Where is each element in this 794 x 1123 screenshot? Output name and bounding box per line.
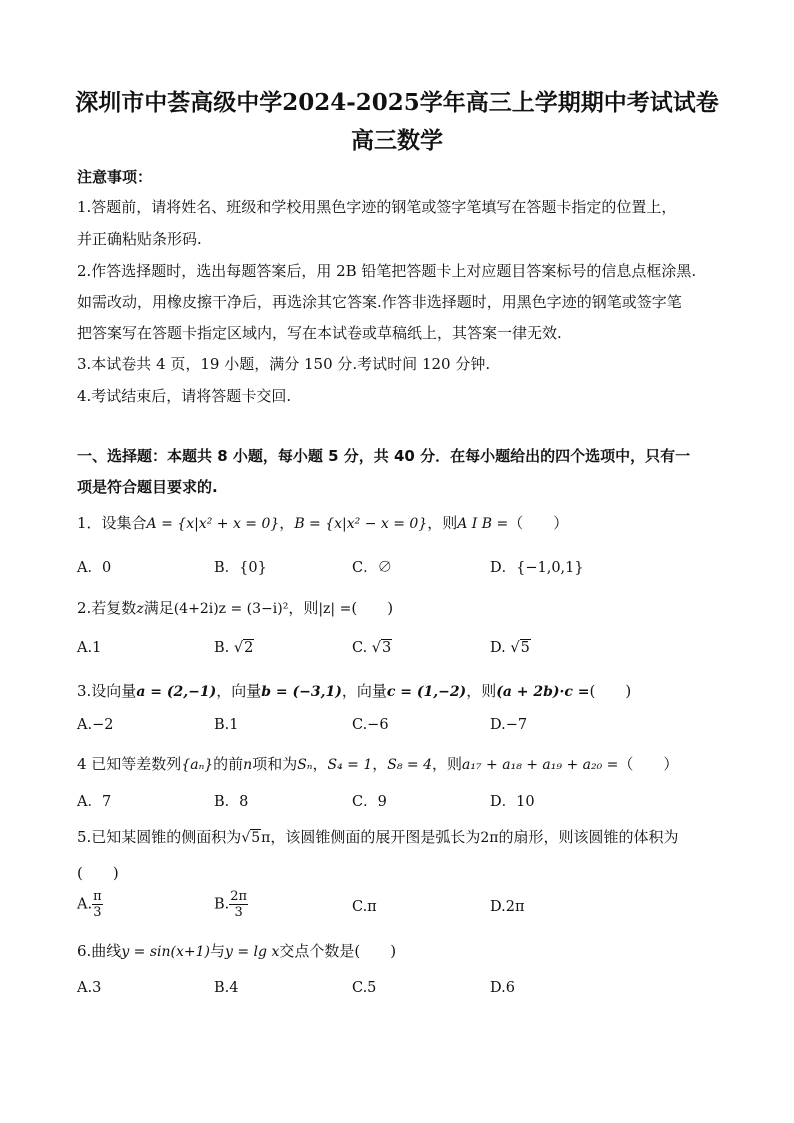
question-2-stem: 2.若复数z满足(4+2i)z = (3−i)²，则|z| =( ) bbox=[77, 599, 394, 617]
notice-line: 如需改动，用橡皮擦干净后，再选涂其它答案.作答非选择题时，用黑色字迹的钢笔或签字笔 bbox=[77, 293, 682, 311]
question-3-option-d: D.−7 bbox=[490, 717, 528, 733]
question-6-option-c: C.5 bbox=[352, 980, 377, 996]
question-6-option-d: D.6 bbox=[490, 980, 515, 996]
intersection-expr: A I B = bbox=[457, 516, 509, 532]
set-b-expr: B = {x|x² − x = 0} bbox=[294, 516, 428, 532]
fraction: $\frac{2\pi}{3}$ bbox=[230, 889, 248, 920]
question-5-option-a: A. $\frac{\pi}{3}$ bbox=[77, 889, 102, 920]
sqrt-symbol: √5 bbox=[510, 640, 530, 656]
sqrt-symbol: √3 bbox=[371, 640, 392, 656]
sqrt-symbol: √2 bbox=[233, 640, 254, 656]
notice-line: 3.本试卷共 4 页，19 小题，满分 150 分.考试时间 120 分钟. bbox=[77, 355, 491, 373]
sqrt-symbol: √5 bbox=[241, 830, 261, 846]
question-5-option-d: D.2π bbox=[490, 899, 525, 915]
question-3-option-c: C.−6 bbox=[352, 717, 389, 733]
exam-subject: 高三数学 bbox=[351, 127, 443, 154]
question-3-option-a: A.−2 bbox=[77, 717, 114, 733]
question-6-stem: 6.曲线y = sin(x+1)与y = lg x交点个数是( ) bbox=[77, 942, 397, 960]
notice-heading: 注意事项： bbox=[77, 168, 153, 186]
question-4-option-a: A．7 bbox=[77, 794, 112, 810]
question-4-option-d: D．10 bbox=[490, 794, 535, 810]
question-6-option-b: B.4 bbox=[214, 980, 239, 996]
question-3-option-b: B.1 bbox=[214, 717, 239, 733]
question-5-option-b: B. $\frac{2\pi}{3}$ bbox=[214, 889, 248, 920]
notice-line: 把答案写在答题卡指定区域内，写在本试卷或草稿纸上，其答案一律无效. bbox=[77, 324, 562, 342]
question-5-answer-bracket: ( ) bbox=[77, 864, 119, 882]
question-4-option-c: C．9 bbox=[352, 794, 387, 810]
question-3-stem: 3.设向量a = (2,−1)，向量b = (−3,1)，向量c = (1,−2)，则(a + 2b)·c =( ) bbox=[77, 682, 632, 700]
question-2-option-d: D. √5 bbox=[490, 640, 530, 656]
notice-line: 1.答题前，请将姓名、班级和学校用黑色字迹的钢笔或签字笔填写在答题卡指定的位置上， bbox=[77, 198, 677, 216]
section-heading-line: 一、选择题：本题共 8 小题，每小题 5 分，共 40 分．在每小题给出的四个选项中，只有一 bbox=[77, 447, 691, 465]
question-1-option-a: A．0 bbox=[77, 560, 112, 576]
question-1-option-b: B．{0} bbox=[214, 560, 267, 576]
notice-line: 并正确粘贴条形码. bbox=[77, 230, 202, 248]
question-1-stem: 1．设集合A = {x|x² + x = 0}，B = {x|x² − x = 0}，则A I B =（ ） bbox=[77, 514, 569, 532]
set-a-expr: A = {x|x² + x = 0} bbox=[146, 516, 280, 532]
question-5-stem: 5.已知某圆锥的侧面积为√5π，该圆锥侧面的展开图是弧长为2π的扇形，则该圆锥的体积为 bbox=[77, 828, 679, 846]
question-6-option-a: A.3 bbox=[77, 980, 102, 996]
fraction: $\frac{\pi}{3}$ bbox=[93, 889, 102, 920]
question-2-option-c: C. √3 bbox=[352, 640, 392, 656]
question-4-option-b: B．8 bbox=[214, 794, 249, 810]
question-1-option-d: D．{−1,0,1} bbox=[490, 560, 584, 576]
notice-line: 4.考试结束后，请将答题卡交回. bbox=[77, 387, 292, 405]
notice-line: 2.作答选择题时，选出每题答案后，用 2B 铅笔把答题卡上对应题目答案标号的信息点框涂黑. bbox=[77, 262, 697, 280]
section-heading bbox=[77, 441, 717, 503]
question-1-option-c: C．∅ bbox=[352, 560, 393, 576]
exam-title: 深圳市中荟高级中学2024-2025学年高三上学期期中考试试卷 bbox=[75, 89, 719, 116]
question-5-option-c: C.π bbox=[352, 899, 377, 915]
question-2-option-a: A.1 bbox=[77, 640, 102, 656]
question-2-option-b: B. √2 bbox=[214, 640, 254, 656]
section-heading-line: 项是符合题目要求的. bbox=[77, 478, 218, 496]
question-4-stem: 4 已知等差数列{aₙ}的前n项和为Sₙ，S₄ = 1，S₈ = 4，则a₁₇ + a₁₈ + a₁₉ + a₂₀ =（ ） bbox=[77, 755, 679, 773]
